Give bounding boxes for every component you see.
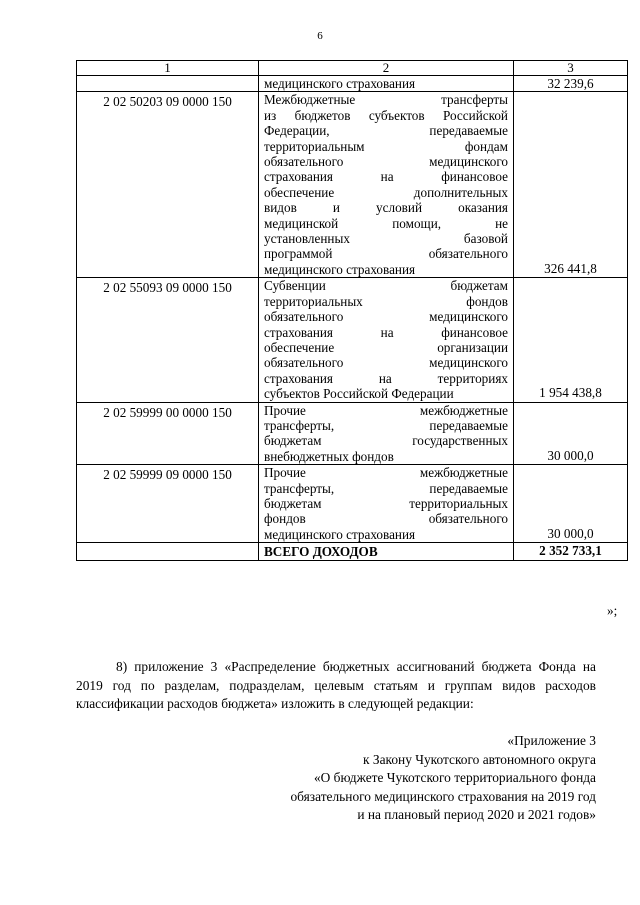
appendix-line: «О бюджете Чукотского территориального фонда [313,770,596,786]
description-line: Федерации, передаваемые [264,123,508,139]
header-col-1: 1 [77,61,259,76]
row-description [259,278,514,402]
description-line: из бюджетов субъектов Российской [264,107,508,123]
page-number: 6 [317,30,323,42]
table-row [77,465,628,543]
description-line: медицинской помощи, не [264,215,508,231]
table-closing-quote: »; [607,603,618,618]
description-line: установленных базовой [264,231,508,247]
row-code: 2 02 59999 09 0000 150 [77,465,259,543]
appendix-line: и на плановый период 2020 и 2021 годов» [357,807,596,823]
revenue-table [76,60,628,561]
row-description [259,465,514,543]
description-line: бюджетам территориальных [264,495,508,511]
appendix-line: «Приложение 3 [507,733,596,748]
description-line: видов и условий оказания [264,200,508,216]
description-line: Прочие межбюджетные [264,465,508,481]
table-row-continuation [77,76,628,92]
description-line: внебюджетных фондов [264,448,394,464]
appendix-line: к Закону Чукотского автономного округа [363,751,596,767]
description-line: страхования на территориях [264,370,508,386]
header-col-2: 2 [259,61,514,76]
row-code: 2 02 55093 09 0000 150 [77,278,259,402]
description-line: страхования на финансовое [264,169,508,185]
description-line: территориальных фондов [264,293,508,309]
table-row [77,92,628,278]
description-line: страхования на финансовое [264,324,508,340]
row-amount: 326 441,8 [514,92,628,278]
amendment-paragraph: 8) приложение 3 «Распределение бюджетных ассигнований бюджета Фонда на 2019 год по разделам, подразделам, целевым статьям и группам видов расходов классификации расходов бюджета» изложить в следующей редакции: [76,659,596,712]
description-line: фондов обязательного [264,511,508,527]
description-line: бюджетам государственных [264,433,508,449]
row-description [259,92,514,278]
row-code: 2 02 59999 00 0000 150 [77,402,259,465]
description-line: Субвенции бюджетам [264,278,508,294]
description-line: программой обязательного [264,246,508,262]
row-amount: 30 000,0 [514,402,628,465]
description-line: медицинского страхования [264,526,416,542]
description-line: обеспечение организации [264,339,508,355]
description-line: трансферты, передаваемые [264,480,508,496]
total-label: ВСЕГО ДОХОДОВ [259,543,514,561]
description-line: Межбюджетные трансферты [264,92,508,108]
description-line: обязательного медицинского [264,154,508,170]
description-line: трансферты, передаваемые [264,417,508,433]
total-code [77,543,259,561]
total-amount: 2 352 733,1 [514,543,628,561]
description-line: обеспечение дополнительных [264,184,508,200]
description-line: медицинского страхования [264,261,416,277]
table-total-row [77,543,628,561]
row-amount: 32 239,6 [514,76,628,92]
row-amount: 1 954 438,8 [514,278,628,402]
appendix-line: обязательного медицинского страхования на 2019 год [290,788,596,804]
row-description [259,402,514,465]
table-row [77,402,628,465]
table-header-row [77,61,628,76]
description-line: обязательного медицинского [264,355,508,371]
row-amount: 30 000,0 [514,465,628,543]
description-line: Прочие межбюджетные [264,402,508,418]
description-line: медицинского страхования [264,76,416,91]
row-code: 2 02 50203 09 0000 150 [77,92,259,278]
description-line: обязательного медицинского [264,309,508,325]
description-line: территориальным фондам [264,138,508,154]
row-code [77,76,259,92]
description-line: субъектов Российской Федерации [264,386,454,402]
row-description [259,76,514,92]
table-row [77,278,628,402]
header-col-3: 3 [514,61,628,76]
appendix-heading [176,732,596,825]
